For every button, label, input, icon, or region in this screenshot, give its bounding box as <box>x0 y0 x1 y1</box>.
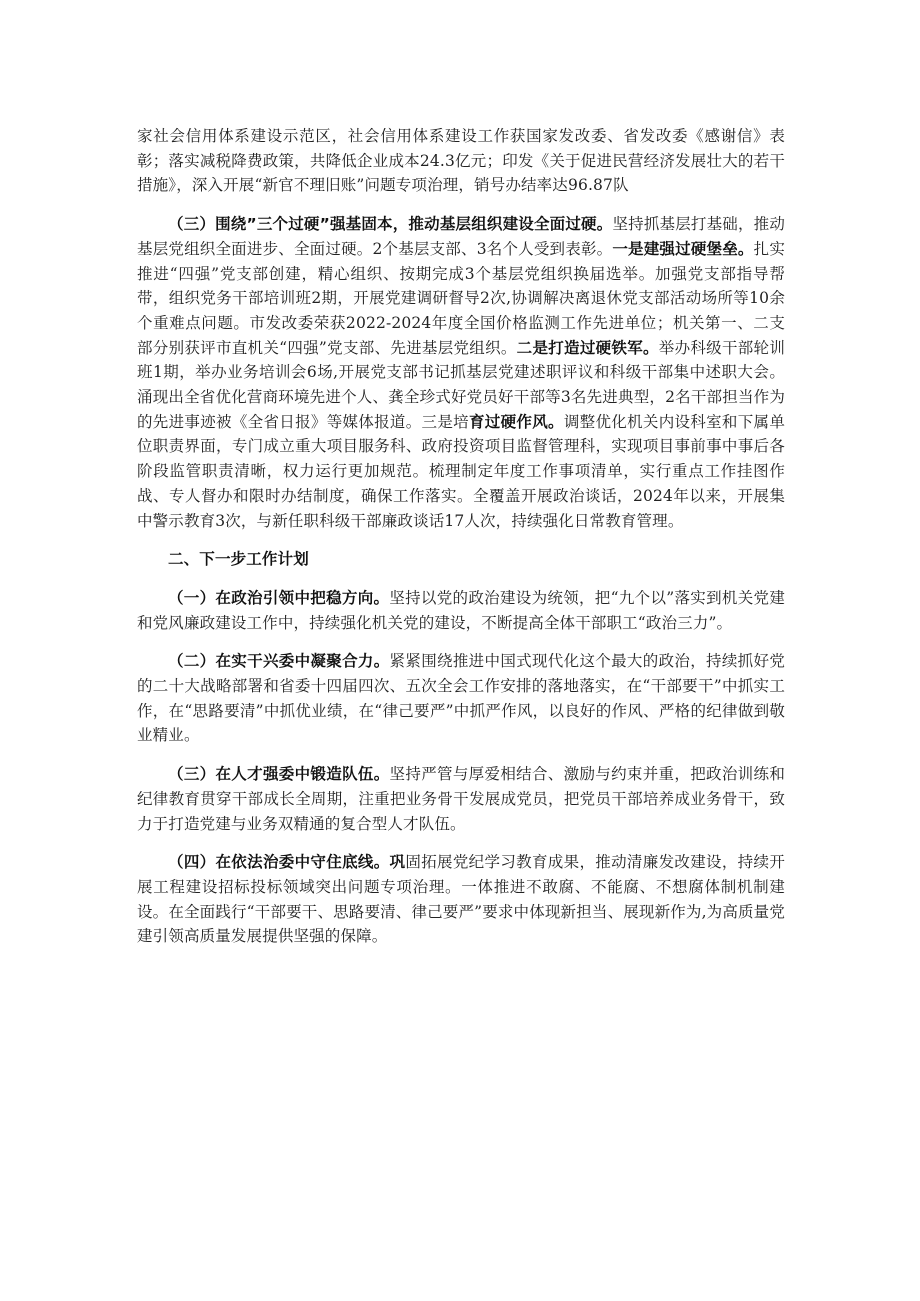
paragraph-text: 固拓展党纪学习教育成果，推动清廉发改建设，持续开展工程建设招标投标领域突出问题专项治理。一体推进不敢腐、不能腐、不想腐体制机制建设。在全面践行“干部要干、思路要清、律己要严”要求中体现新担当、展现新作为,为高质量党建引领高质量发展提供坚强的保障。 <box>137 853 785 946</box>
paragraph-continued <box>137 124 785 198</box>
paragraph-text: 举办科级干部轮训班1期，举办业务培训会6场,开展党支部书记抓基层党建述职评议和科级干部集中述职大会。涌现出全省优化营商环境先进个人、龚全珍式好党员好干部等3名先进典型，2名干部担当作为的先进事迹被《全省日报》等媒体报道。三是培 <box>137 338 785 431</box>
paragraph-gap <box>137 572 785 586</box>
document-body <box>137 124 785 949</box>
item-lead-text: （二）在实干兴委中凝聚合力。 <box>168 652 390 671</box>
paragraph-text: 调整优化机关内设科室和下属单位职责界面，专门成立重大项目服务科、政府投资项目监督管理科，实现项目事前事中事后各阶段监管职责清晰，权力运行更加规范。梳理制定年度工作事项清单，实行重点工作挂图作战、专人督办和限时办结制度，确保工作落实。全覆盖开展政治谈话，2024年以来，开展集中警示教育3次，与新任职科级干部廉政谈话17人次，持续强化日常教育管理。 <box>137 412 786 530</box>
bold-phrase: 育过硬作风。 <box>468 412 564 431</box>
paragraph-text: 家社会信用体系建设示范区，社会信用体系建设工作获国家发改委、省发改委《感谢信》表彰；落实减税降费政策，共降低企业成本24.3亿元；印发《关于促进民营经济发展壮大的若干措施》，深入开展“新官不理旧账”问题专项治理，销号办结率达96.87队 <box>137 127 785 195</box>
paragraph-text: 坚持严管与厚爱相结合、激励与约束并重，把政治训练和纪律教育贯穿干部成长全周期，注重把业务骨干发展成党员，把党员干部培养成业务骨干，致力于打造党建与业务双精通的复合型人才队伍。 <box>137 765 785 833</box>
paragraph-text: 紧紧围绕推进中国式现代化这个最大的政治，持续抓好党的二十大战略部署和省委十四届四次、五次全会工作安排的落地落实，在“干部要干”中抓实工作，在“思路要清”中抓优业绩，在“律己要严”中抓严作风，以良好的作风、严格的纪律做到敬业精业。 <box>137 652 785 745</box>
section-lead-text: （三）围绕”三个过硬”强基固本，推动基层组织建设全面过硬。 <box>168 215 613 234</box>
bold-phrase: 一是建强过硬堡垒。 <box>612 239 754 258</box>
paragraph-plan-1 <box>137 586 785 635</box>
paragraph-section-3 <box>137 212 785 533</box>
section-heading: 二、下一步工作计划 <box>168 550 309 569</box>
paragraph-gap <box>137 198 785 212</box>
paragraph-text: 坚持以党的政治建设为统领，把“九个以”落实到机关党建和党风廉政建设工作中，持续强化机关党的建设，不断提高全体干部职工“政治三力”。 <box>137 588 785 632</box>
paragraph-gap <box>137 748 785 762</box>
paragraph-gap <box>137 635 785 649</box>
item-lead-text: （三）在人才强委中锻造队伍。 <box>168 765 390 784</box>
paragraph-text: 扎实推进“四强”党支部创建，精心组织、按期完成3个基层党组织换届选举。加强党支部指导帮带，组织党务干部培训班2期，开展党建调研督导2次,协调解决离退休党支部活动场所等10余个重难点问题。市发改委荣获2022-2024年度全国价格监测工作先进单位；机关第一、二支部分别获评市直机关“四强”党支部、先进基层党组织。 <box>137 239 785 357</box>
paragraph-plan-4 <box>137 850 785 949</box>
paragraph-plan-3 <box>137 762 785 836</box>
paragraph-text: 坚持抓基层打基础，推动基层党组织全面进步、全面过硬。2个基层支部、3名个人受到表彰。 <box>137 215 786 258</box>
item-lead-text: （四）在依法治委中守住底线。巩 <box>168 853 406 872</box>
item-lead-text: （一）在政治引领中把稳方向。 <box>168 588 390 607</box>
paragraph-gap <box>137 836 785 850</box>
bold-phrase: 二是打造过硬铁军。 <box>516 338 659 357</box>
paragraph-gap <box>137 533 785 547</box>
paragraph-plan-2 <box>137 649 785 748</box>
